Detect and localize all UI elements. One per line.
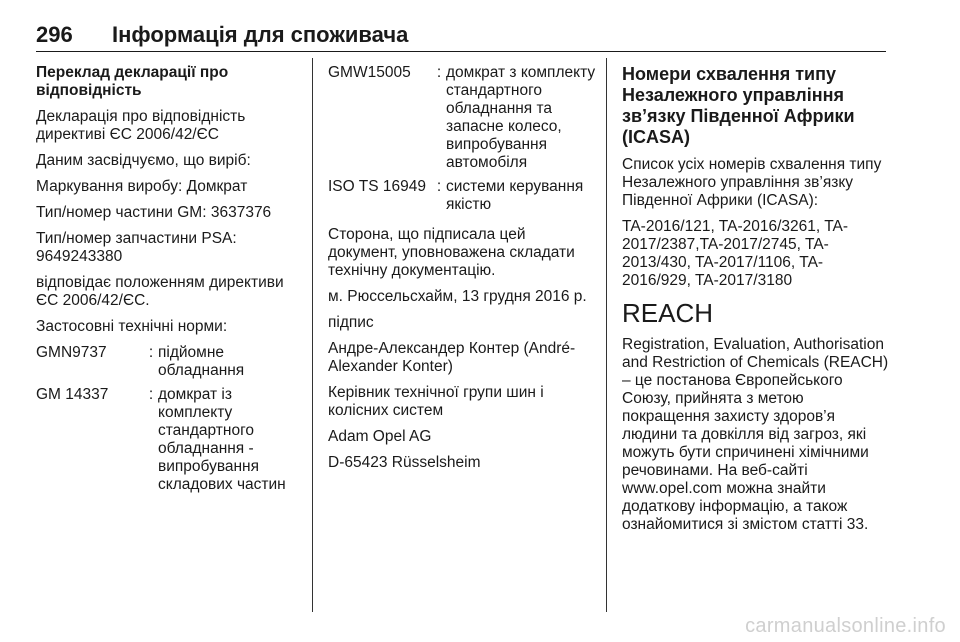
column-3 bbox=[622, 64, 890, 542]
paragraph: Тип/номер частини GM: 3637376 bbox=[36, 204, 272, 221]
paragraph: відповідає положенням директиви ЄС 2006/42/ЄС. bbox=[36, 274, 284, 309]
watermark-text: carmanualsonline.info bbox=[745, 615, 946, 637]
declaration-heading: Переклад декларації про відповідність bbox=[36, 64, 229, 99]
norm-separator: : bbox=[436, 178, 442, 195]
norm-description: системи керування якістю bbox=[446, 178, 584, 213]
column-1 bbox=[36, 64, 298, 500]
norm-separator: : bbox=[148, 344, 154, 361]
page-title: Інформація для споживача bbox=[112, 22, 409, 47]
company-address: D-65423 Rüsselsheim bbox=[328, 454, 481, 471]
norm-code: GMN9737 bbox=[36, 344, 107, 361]
paragraph: Список усіх номерів схвалення типу Незалежного управління зв’язку Південної Африки (ICASA): bbox=[622, 156, 882, 209]
paragraph: Даним засвідчуємо, що виріб: bbox=[36, 152, 251, 169]
table-row bbox=[328, 64, 596, 178]
page-number: 296 bbox=[36, 22, 73, 47]
norm-description: підйомне обладнання bbox=[158, 344, 245, 379]
norm-code: GMW15005 bbox=[328, 64, 411, 81]
approval-numbers: TA-2016/121, TA-2016/3261, TA-2017/2387,TA-2017/2745, TA-2013/430, TA-2017/1106, TA-2016/929, TA-2017/3180 bbox=[622, 218, 849, 289]
norm-separator: : bbox=[436, 64, 442, 81]
signature-label: підпис bbox=[328, 314, 374, 331]
declaration-subheading: Декларація про відповідність директиві ЄС 2006/42/ЄС bbox=[36, 108, 246, 143]
reach-paragraph: Registration, Evaluation, Authorisation and Restriction of Chemicals (REACH) – це постанова Європейського Союзу, прийнята з метою покращення захисту здоров’я людини та довкілля від загроз, які можуть бути спричинені хімічними речовинами. На веб-сайті www.opel.com можна знайти додаткову інформацію, а також ознайомитися зі змістом статті 33. bbox=[622, 336, 889, 533]
norm-description: домкрат з комплекту стандартного обладнання та запасне колесо, випробування автомобіля bbox=[446, 64, 596, 171]
norm-code: GM 14337 bbox=[36, 386, 109, 403]
table-row bbox=[328, 178, 596, 220]
paragraph: Застосовні технічні норми: bbox=[36, 318, 228, 335]
norm-separator: : bbox=[148, 386, 154, 403]
norm-description: домкрат із комплекту стандартного обладнання - випробування складових частин bbox=[158, 386, 286, 493]
norm-code: ISO TS 16949 bbox=[328, 178, 426, 195]
signatory-position: Керівник технічної групи шин і колісних систем bbox=[328, 384, 544, 419]
paragraph: Маркування виробу: Домкрат bbox=[36, 178, 248, 195]
paragraph: Сторона, що підписала цей документ, уповноважена складати технічну документацію. bbox=[328, 226, 575, 279]
column-divider-1 bbox=[312, 58, 313, 612]
column-divider-2 bbox=[606, 58, 607, 612]
company-name: Adam Opel AG bbox=[328, 428, 432, 445]
header-rule bbox=[36, 51, 886, 52]
icasa-heading: Номери схвалення типу Незалежного управління зв’язку Південної Африки (ICASA) bbox=[622, 64, 855, 147]
paragraph: Тип/номер запчастини PSA: 9649243380 bbox=[36, 230, 237, 265]
norms-table bbox=[36, 344, 298, 500]
page-header bbox=[36, 22, 886, 52]
place-date: м. Рюссельсхайм, 13 грудня 2016 р. bbox=[328, 288, 587, 305]
norms-table bbox=[328, 64, 596, 220]
column-2 bbox=[328, 64, 596, 480]
reach-heading: REACH bbox=[622, 298, 714, 328]
table-row bbox=[36, 344, 298, 386]
signatory-name: Андре-Александер Контер (André-Alexander Konter) bbox=[328, 340, 576, 375]
table-row bbox=[36, 386, 298, 500]
